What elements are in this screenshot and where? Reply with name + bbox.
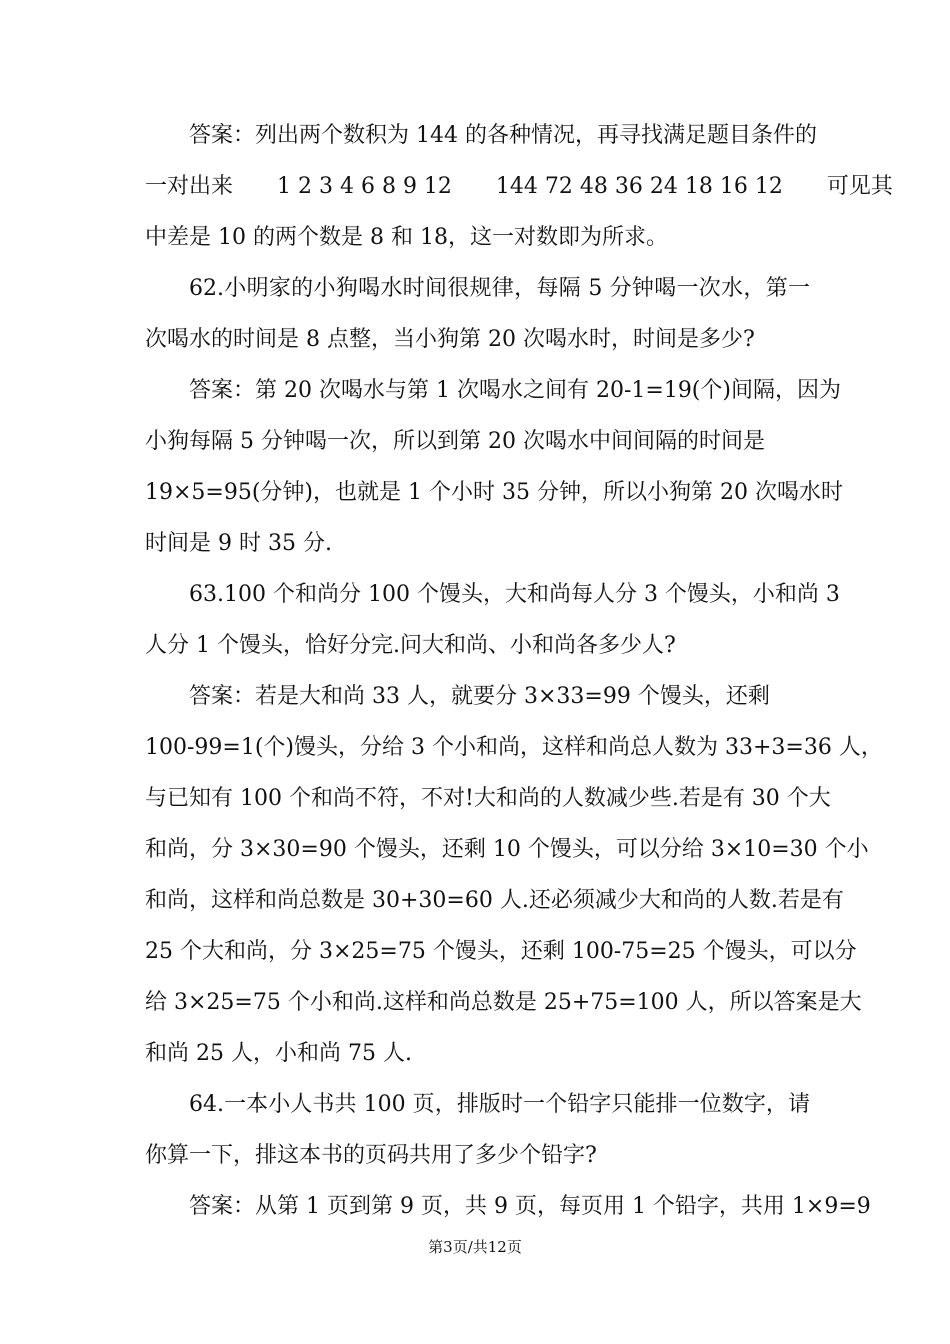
text-line: 答案：列出两个数积为 144 的各种情况，再寻找满足题目条件的	[189, 123, 817, 148]
text-line: 100-99=1(个)馒头，分给 3 个小和尚，这样和尚总人数为 33+3=36 人，	[145, 735, 883, 760]
text-line: 和尚，分 3×30=90 个馒头，还剩 10 个馒头，可以分给 3×10=30 个小	[145, 837, 869, 862]
text-line: 19×5=95(分钟)，也就是 1 个小时 35 分钟，所以小狗第 20 次喝水时	[145, 480, 843, 505]
text-line: 一对出来 1 2 3 4 6 8 9 12 144 72 48 36 24 18 16 12 可见其	[145, 174, 893, 199]
text-line: 中差是 10 的两个数是 8 和 18，这一对数即为所求。	[145, 225, 668, 250]
text-line: 人分 1 个馒头，恰好分完.问大和尚、小和尚各多少人?	[145, 633, 676, 658]
text-line: 和尚 25 人，小和尚 75 人.	[145, 1041, 412, 1066]
answer-63: 答案：若是大和尚 33 人，就要分 3×33=99 个馒头，还剩	[189, 684, 770, 709]
question-63-title: 63.100 个和尚分 100 个馒头，大和尚每人分 3 个馒头，小和尚 3	[189, 582, 840, 607]
text-line: 时间是 9 时 35 分.	[145, 531, 332, 556]
text-line: 次喝水的时间是 8 点整，当小狗第 20 次喝水时，时间是多少?	[145, 327, 755, 352]
text-line: 小狗每隔 5 分钟喝一次，所以到第 20 次喝水中间间隔的时间是	[145, 429, 765, 454]
text-line: 你算一下，排这本书的页码共用了多少个铅字?	[145, 1143, 597, 1168]
answer-62: 答案：第 20 次喝水与第 1 次喝水之间有 20-1=19(个)间隔，因为	[189, 378, 841, 403]
text-line: 和尚，这样和尚总数是 30+30=60 人.还必须减少大和尚的人数.若是有	[145, 888, 844, 913]
question-62-title: 62.小明家的小狗喝水时间很规律，每隔 5 分钟喝一次水，第一	[189, 276, 810, 301]
text-line: 25 个大和尚，分 3×25=75 个馒头，还剩 100-75=25 个馒头，可以分	[145, 939, 857, 964]
question-64-title: 64.一本小人书共 100 页，排版时一个铅字只能排一位数字，请	[189, 1092, 810, 1117]
answer-64: 答案：从第 1 页到第 9 页，共 9 页，每页用 1 个铅字，共用 1×9=9	[189, 1194, 871, 1219]
text-line: 给 3×25=75 个小和尚.这样和尚总数是 25+75=100 人，所以答案是大	[145, 990, 862, 1015]
page-footer: 第3页/共12页	[428, 1238, 522, 1256]
text-line: 与已知有 100 个和尚不符，不对!大和尚的人数减少些.若是有 30 个大	[145, 786, 831, 811]
